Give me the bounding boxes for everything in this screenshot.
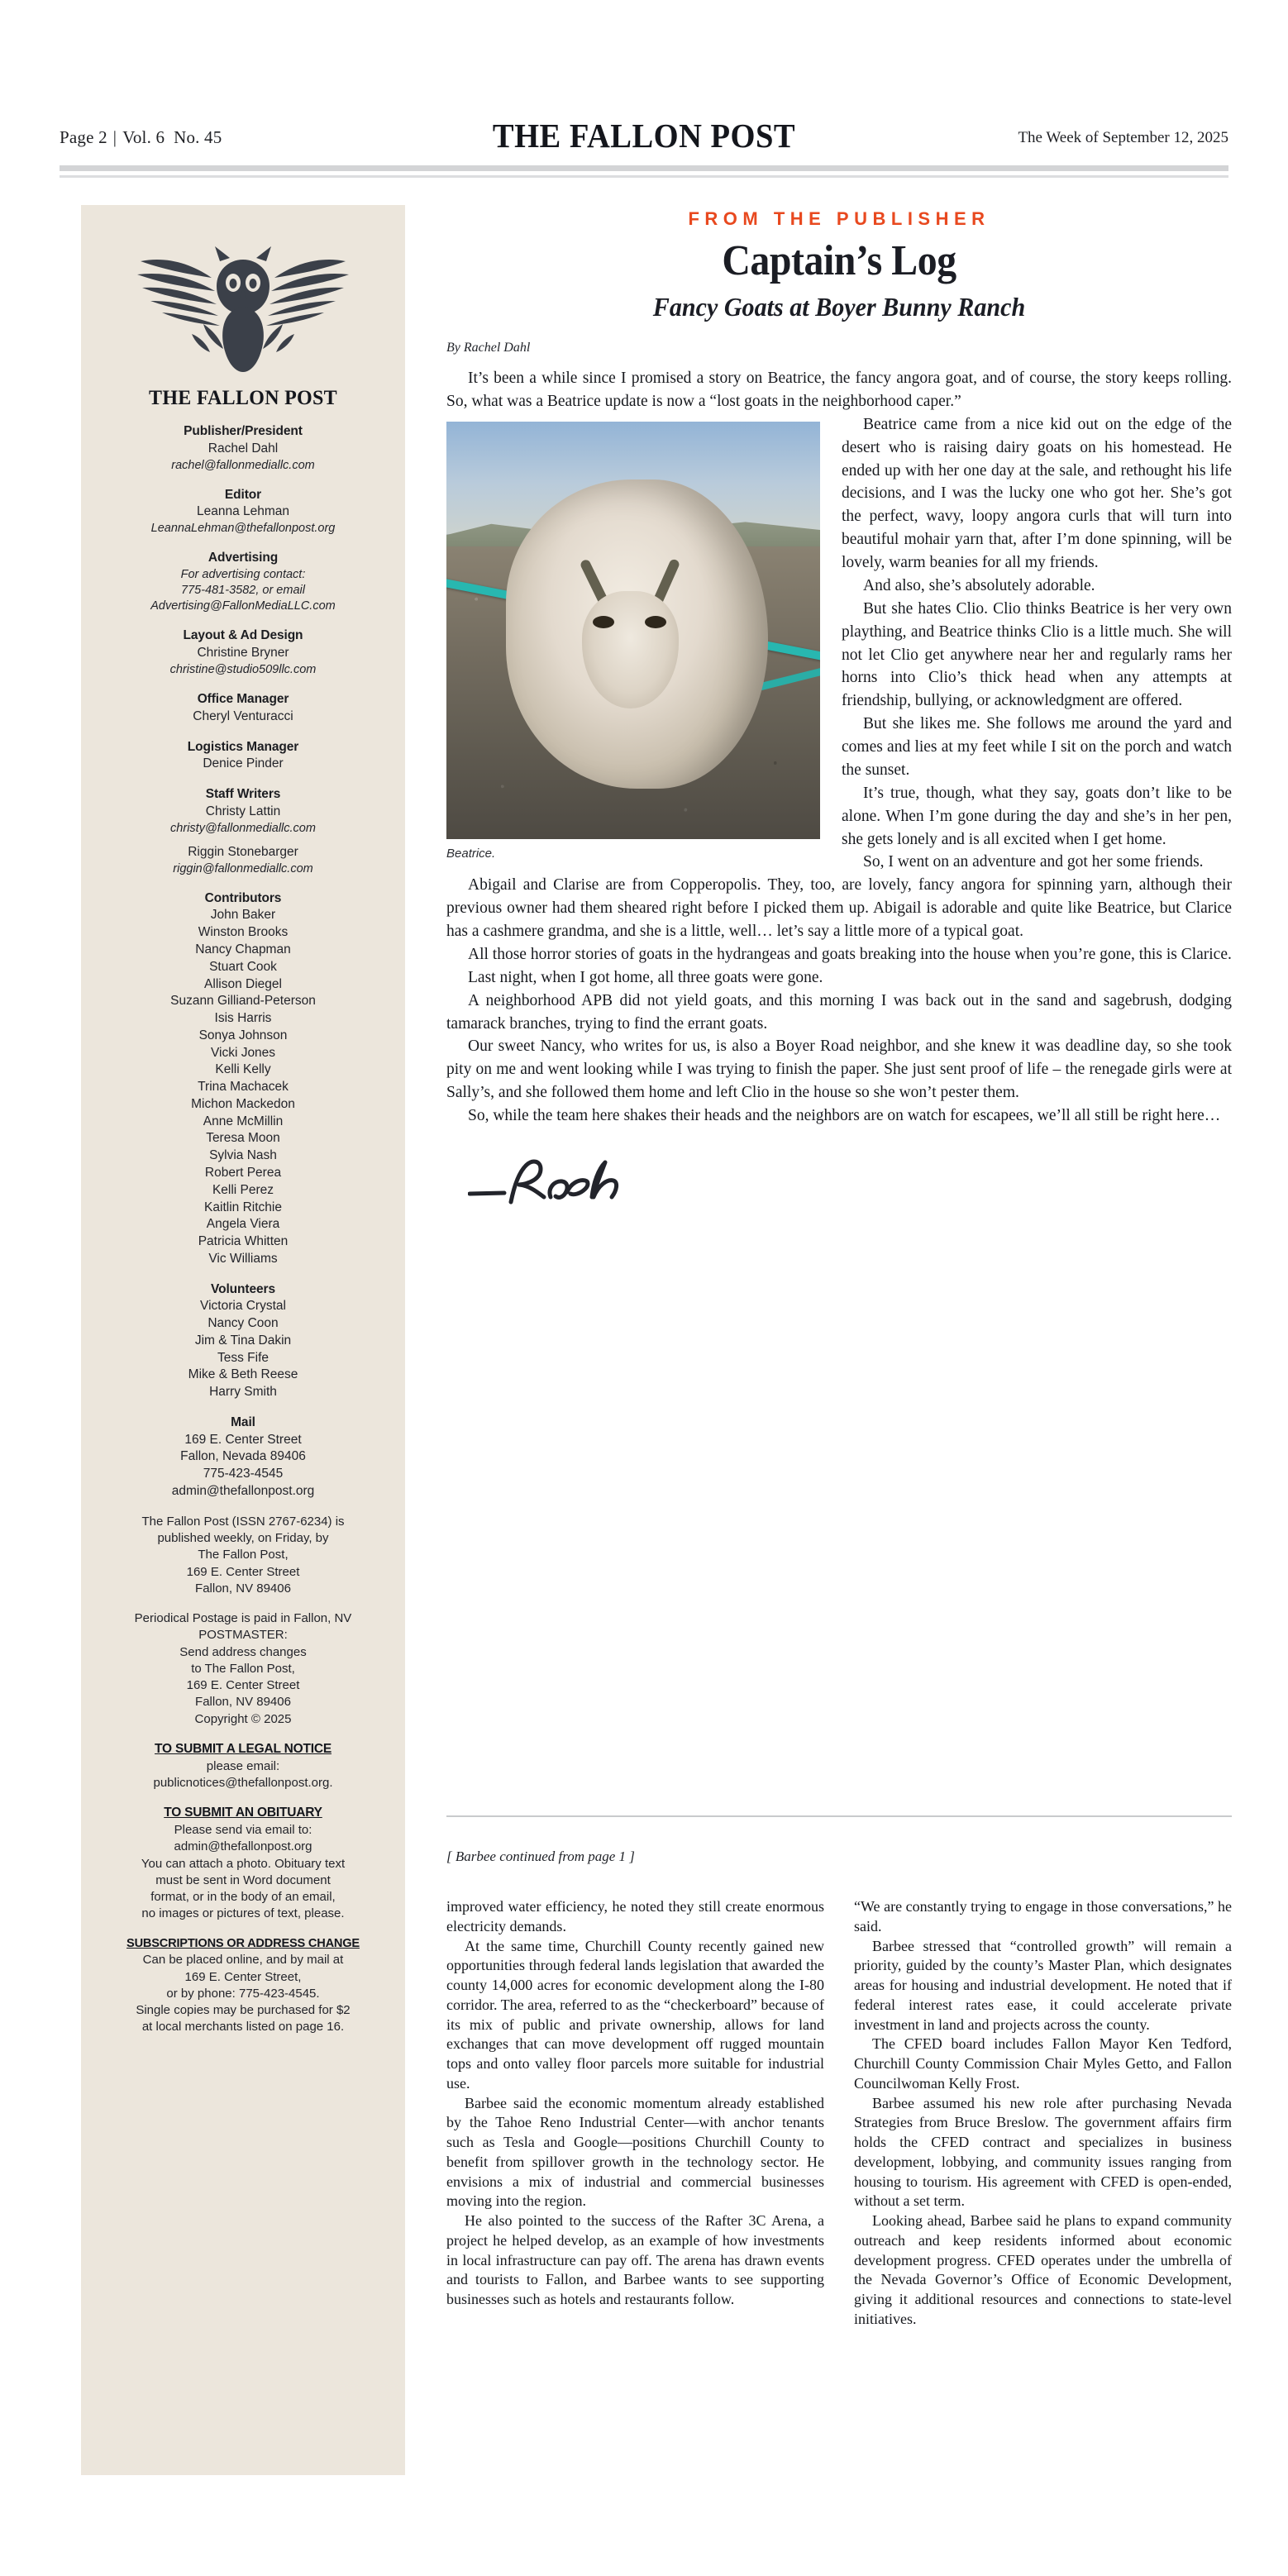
article-paragraph: It’s been a while since I promised a story on Beatrice, the fancy angora goat, and of course, the story keeps rolling. So, what was a Beatrice update is now a “lost goats in the neighborhood caper.” bbox=[446, 370, 1232, 410]
list-item: Kelli Kelly bbox=[215, 1062, 271, 1077]
obituary-line: You can attach a photo. Obituary text bbox=[141, 1856, 346, 1871]
notice-line: Fallon, NV 89406 bbox=[195, 1581, 291, 1596]
article-paragraph: Beatrice came from a nice kid out on the edge of the desert who is raising dairy goats on his homestead. He ended up with her one day at the sale, and rethought his life decisions, and I was the lucky one who got her. She’s got the perfect, wavy, loopy angora curls that will turn into beautiful mohair yarn that, after I’m done spinning, will be lovely, warm beanies for all my friends. bbox=[842, 415, 1232, 571]
obituary-heading-text: TO SUBMIT AN OBITUARY bbox=[164, 1806, 322, 1820]
angora-goat-photo bbox=[446, 422, 820, 839]
list-item: Tess Fife bbox=[217, 1350, 269, 1365]
photo-goat-face bbox=[582, 591, 679, 708]
sidebar-email-layout[interactable]: christine@studio509llc.com bbox=[169, 662, 317, 676]
sidebar-name-office-manager: Cheryl Venturacci bbox=[193, 708, 293, 723]
sidebar-heading-contributors: Contributors bbox=[204, 890, 282, 905]
continuation-left-column bbox=[446, 1897, 824, 2330]
list-item: Isis Harris bbox=[214, 1011, 272, 1026]
list-item: John Baker bbox=[210, 908, 276, 923]
sidebar-staff-writer-name: Riggin Stonebarger bbox=[188, 844, 298, 859]
article-photo-figure bbox=[446, 422, 820, 862]
notice-line: Send address changes bbox=[179, 1644, 307, 1659]
sidebar-heading-office-manager: Office Manager bbox=[197, 692, 289, 707]
photo-caption: Beatrice. bbox=[446, 846, 496, 861]
article-headline: Captain’s Log bbox=[722, 237, 956, 284]
continuation-paragraph: “We are constantly trying to engage in those conversations,” he said. bbox=[854, 1898, 1232, 1934]
copyright-line: Copyright © 2025 bbox=[194, 1711, 292, 1726]
notice-line: The Fallon Post, bbox=[198, 1548, 289, 1562]
issue-number-label: No. 45 bbox=[174, 127, 222, 147]
legal-notice-heading-text: TO SUBMIT A LEGAL NOTICE bbox=[155, 1741, 332, 1756]
list-item: Sonya Johnson bbox=[198, 1028, 288, 1042]
article-paragraph: And also, she’s absolutely adorable. bbox=[863, 576, 1095, 594]
header-separator: | bbox=[112, 127, 117, 147]
list-item: Stuart Cook bbox=[209, 959, 277, 974]
legal-notice-line: please email: bbox=[206, 1758, 280, 1773]
issue-date-label: The Week of September 12, 2025 bbox=[1018, 129, 1228, 146]
article-paragraph: But she hates Clio. Clio thinks Beatrice is her very own plaything, and Beatrice thinks Clio is a little much. She will not let Clio get anywhere near her and regularly rams her horns into Clio’s thick head when any attempts at friendship, bullying, or acknowledgment are offered. bbox=[842, 599, 1232, 710]
article-paragraph: A neighborhood APB did not yield goats, and this morning I was back out in the sand and sagebrush, dodging tamarack branches, trying to find the errant goats. bbox=[446, 991, 1232, 1033]
article-paragraph: Our sweet Nancy, who writes for us, is also a Boyer Road neighbor, and she knew it was deadline day, so she took pity on me and went looking while I was trying to finish the paper. She just sent proof of life – the renegade girls were at Sally’s, and she followed them home and left Clio in the house so she won’t pester them. bbox=[446, 1038, 1232, 1102]
article-paragraph: Abigail and Clarise are from Copperopolis. They, too, are lovely, fancy angora for spinning yarn, although their previous owner had them sheared right before I picked them up. Abigail is adorable and quite like Beatrice, but Clarice has a cashmere grandma, and she is a little, well… let’s say a little more of a typical goat. bbox=[446, 876, 1232, 940]
sidebar-name-publisher: Rachel Dahl bbox=[208, 441, 279, 456]
continuation-paragraph: Barbee stressed that “controlled growth” will remain a priority, guided by the county’s Master Plan, which designates areas for housing and industrial development. He noted that if federal interest rates ease, it could accelerate private investment in land and projects across the county. bbox=[854, 1937, 1232, 2033]
sidebar-advertising-line-1: For advertising contact: bbox=[180, 568, 306, 582]
list-item: Suzann Gilliand-Peterson bbox=[170, 994, 316, 1009]
continuation-columns bbox=[446, 1897, 1232, 2330]
list-item: Kelli Perez bbox=[212, 1182, 274, 1197]
sidebar-brand-title: THE FALLON POST bbox=[149, 387, 337, 409]
continuation-paragraph: At the same time, Churchill County recently gained new opportunities through federal lands legislation that awarded the county 14,000 acres for economic development along the I-80 corridor. The area, referred to as the “checkerboard” because of its mix of public and private ownership, allows for land exchanges that can move development off rugged mountain tops and onto valley floor parcels more suitable for industrial use. bbox=[446, 1937, 824, 2092]
sidebar-mail-line: 169 E. Center Street bbox=[184, 1432, 302, 1447]
list-item: Harry Smith bbox=[209, 1385, 277, 1400]
article-paragraph: So, I went on an adventure and got her some friends. bbox=[863, 853, 1204, 871]
main-article bbox=[446, 205, 1232, 1211]
legal-notice-email[interactable]: publicnotices@thefallonpost.org. bbox=[153, 1775, 333, 1790]
list-item: Kaitlin Ritchie bbox=[204, 1200, 282, 1214]
photo-goat-eye-right bbox=[645, 616, 666, 628]
list-item: Vicki Jones bbox=[210, 1045, 276, 1060]
list-item: Michon Mackedon bbox=[191, 1096, 295, 1111]
list-item: Jim & Tina Dakin bbox=[194, 1333, 292, 1348]
list-item: Vic Williams bbox=[208, 1251, 278, 1266]
notice-line: The Fallon Post (ISSN 2767-6234) is bbox=[141, 1514, 345, 1529]
header-rule-thick bbox=[60, 165, 1228, 171]
list-item: Robert Perea bbox=[204, 1165, 282, 1180]
article-paragraph: It’s true, though, what they say, goats don’t like to be alone. When I’m gone during the day and she’s in her pen, she gets lonely and is all excited when I get home. bbox=[842, 784, 1232, 848]
article-paragraph: So, while the team here shakes their heads and the neighbors are on watch for escapees, we’ll all still be right here… bbox=[468, 1107, 1221, 1124]
sidebar-contributors-list bbox=[103, 907, 384, 1267]
sidebar-staff-writer-email[interactable]: christy@fallonmediallc.com bbox=[170, 821, 316, 835]
sidebar-advertising-line-2: 775-481-3582, or email bbox=[181, 584, 305, 598]
obituary-line: Please send via email to: bbox=[174, 1823, 312, 1838]
sidebar-name-layout: Christine Bryner bbox=[197, 646, 289, 661]
article-subheadline: Fancy Goats at Boyer Bunny Ranch bbox=[652, 292, 1026, 322]
staff-box-sidebar bbox=[81, 205, 405, 2475]
notice-line: Fallon, NV 89406 bbox=[195, 1695, 291, 1710]
sidebar-staff-writer-name: Christy Lattin bbox=[205, 804, 281, 818]
sidebar-mail-email[interactable]: admin@thefallonpost.org bbox=[171, 1483, 315, 1498]
sidebar-advertising-email[interactable]: Advertising@FallonMediaLLC.com bbox=[150, 599, 336, 613]
notice-line: POSTMASTER: bbox=[198, 1628, 288, 1643]
continuation-paragraph: improved water efficiency, he noted they still create enormous electricity demands. bbox=[446, 1898, 824, 1934]
list-item: Mike & Beth Reese bbox=[188, 1367, 298, 1382]
subscriptions-line: at local merchants listed on page 16. bbox=[141, 2020, 345, 2035]
obituary-line: no images or pictures of text, please. bbox=[141, 1906, 345, 1921]
continuation-divider-rule bbox=[446, 1815, 1232, 1817]
photo-goat-eye-left bbox=[593, 616, 614, 628]
sidebar-heading-advertising: Advertising bbox=[208, 551, 279, 565]
page-number-label: Page 2 bbox=[60, 127, 107, 147]
list-item: Nancy Coon bbox=[208, 1316, 279, 1331]
article-paragraph: All those horror stories of goats in the hydrangeas and goats breaking into the house when you’re gone, this is Clarice. bbox=[468, 945, 1232, 963]
sidebar-heading-layout: Layout & Ad Design bbox=[183, 628, 303, 643]
sidebar-mail-phone[interactable]: 775-423-4545 bbox=[203, 1467, 284, 1481]
notice-line: 169 E. Center Street bbox=[186, 1678, 300, 1692]
list-item: Teresa Moon bbox=[206, 1131, 280, 1146]
author-signature bbox=[468, 1156, 658, 1207]
notice-line: Periodical Postage is paid in Fallon, NV bbox=[134, 1611, 352, 1625]
notice-line: published weekly, on Friday, by bbox=[157, 1531, 329, 1545]
sidebar-heading-mail: Mail bbox=[231, 1414, 255, 1429]
notice-line: to The Fallon Post, bbox=[191, 1661, 295, 1676]
sidebar-heading-obituary bbox=[103, 1805, 384, 1822]
masthead-title: THE FALLON POST bbox=[492, 117, 796, 155]
list-item: Trina Machacek bbox=[198, 1080, 289, 1095]
sidebar-heading-subscriptions bbox=[103, 1936, 384, 1953]
header-rule-thin bbox=[60, 175, 1228, 178]
notice-line: 169 E. Center Street bbox=[186, 1564, 300, 1579]
continuation-paragraph: Barbee said the economic momentum already established by the Tahoe Reno Industrial Center—with anchor tenants such as Tesla and Google—positions Churchill County to benefit from spillover growth in the technology sector. He envisions a mix of industrial and commercial businesses moving into the region. bbox=[446, 2094, 824, 2210]
sidebar-name-editor: Leanna Lehman bbox=[196, 504, 290, 519]
sidebar-name-logistics-manager: Denice Pinder bbox=[203, 756, 284, 771]
article-paragraph: Last night, when I got home, all three goats were gone. bbox=[468, 968, 823, 986]
list-item: Victoria Crystal bbox=[200, 1299, 286, 1314]
article-body bbox=[446, 367, 1232, 1128]
subscriptions-heading-text: SUBSCRIPTIONS OR ADDRESS CHANGE bbox=[126, 1936, 360, 1950]
article-paragraph: But she likes me. She follows me around the yard and comes and lies at my feet while I sit on the porch and watch the sunset. bbox=[842, 715, 1232, 779]
photo-goat-body bbox=[506, 479, 767, 789]
subscriptions-line: 169 E. Center Street, bbox=[184, 1969, 302, 1984]
sidebar-heading-logistics-manager: Logistics Manager bbox=[187, 739, 299, 754]
continuation-paragraph: Looking ahead, Barbee said he plans to expand community outreach and keep residents informed about economic development progress. CFED operates under the umbrella of the Nevada Governor’s Office of Economic Development, giving it additional resources and connections to state-level initiatives. bbox=[854, 2212, 1232, 2327]
continuation-paragraph: Barbee assumed his new role after purchasing Nevada Strategies from Bruce Breslow. The government affairs firm holds the CFED contract and specializes in business development, lobbying, and community issues ranging from housing to tourism. His agreement with CFED is open-ended, without a set term. bbox=[854, 2094, 1232, 2210]
article-byline: By Rachel Dahl bbox=[446, 341, 531, 355]
continuation-label: [ Barbee continued from page 1 ] bbox=[446, 1849, 635, 1864]
sidebar-heading-publisher: Publisher/President bbox=[184, 424, 303, 438]
continuation-paragraph: He also pointed to the success of the Rafter 3C Arena, a project he helped develop, as an example of how investments in local infrastructure can pay off. The arena has drawn events and tourists to Fallon, and Barbee wants to see supporting businesses such as hotels and restaurants follow. bbox=[446, 2212, 824, 2307]
list-item: Allison Diegel bbox=[204, 976, 282, 991]
sidebar-publication-notice bbox=[103, 1514, 384, 1597]
obituary-line: must be sent in Word document bbox=[155, 1872, 331, 1887]
list-item: Nancy Chapman bbox=[195, 942, 291, 957]
sidebar-email-editor[interactable]: LeannaLehman@thefallonpost.org bbox=[150, 522, 336, 536]
sidebar-heading-editor: Editor bbox=[224, 487, 262, 502]
list-item: Anne McMillin bbox=[203, 1114, 284, 1128]
list-item: Sylvia Nash bbox=[209, 1148, 277, 1163]
sidebar-heading-legal-notice bbox=[103, 1741, 384, 1758]
volume-label: Vol. 6 bbox=[122, 127, 165, 147]
obituary-line: format, or in the body of an email, bbox=[150, 1890, 336, 1905]
subscriptions-phone[interactable]: or by phone: 775-423-4545. bbox=[166, 1986, 320, 2001]
sidebar-postmaster-notice bbox=[103, 1610, 384, 1728]
sidebar-mail-line: Fallon, Nevada 89406 bbox=[180, 1449, 306, 1464]
sidebar-heading-staff-writers: Staff Writers bbox=[205, 787, 281, 802]
list-item: Winston Brooks bbox=[198, 925, 289, 940]
list-item: Patricia Whitten bbox=[198, 1234, 289, 1249]
subscriptions-line: Can be placed online, and by mail at bbox=[142, 1953, 344, 1968]
sidebar-staff-writer-email[interactable]: riggin@fallonmediallc.com bbox=[173, 861, 313, 875]
sidebar-heading-volunteers: Volunteers bbox=[211, 1281, 275, 1296]
list-item: Angela Viera bbox=[206, 1217, 280, 1232]
sidebar-email-publisher[interactable]: rachel@fallonmediallc.com bbox=[171, 458, 315, 472]
article-kicker: FROM THE PUBLISHER bbox=[688, 208, 990, 229]
sidebar-volunteers-list bbox=[103, 1298, 384, 1401]
subscriptions-line: Single copies may be purchased for $2 bbox=[136, 2003, 351, 2018]
continuation-right-column bbox=[854, 1897, 1232, 2330]
continuation-paragraph: The CFED board includes Fallon Mayor Ken Tedford, Churchill County Commission Chair Myles Getto, and Fallon Councilwoman Kelly Frost. bbox=[854, 2035, 1232, 2092]
obituary-email[interactable]: admin@thefallonpost.org bbox=[174, 1839, 312, 1854]
owl-logo-icon bbox=[132, 227, 354, 382]
